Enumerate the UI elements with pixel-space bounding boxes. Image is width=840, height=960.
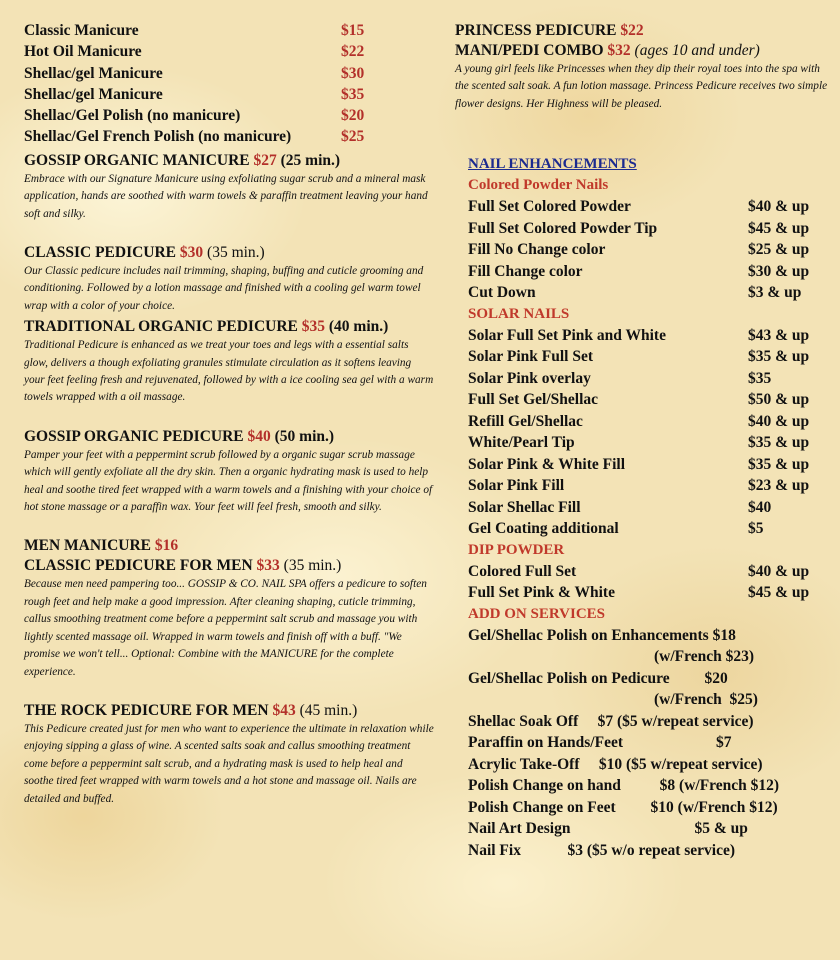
price-row [468, 561, 835, 583]
service-note: (ages 10 and under) [634, 42, 760, 59]
service-price: $22 [620, 22, 644, 39]
service-price: $22 [341, 43, 365, 61]
section-title: NAIL ENHANCEMENTS [468, 156, 637, 173]
right-column [455, 0, 835, 861]
price-row [468, 475, 835, 497]
price-row [24, 63, 434, 84]
service-price: $30 [179, 244, 204, 261]
price-row [468, 196, 835, 218]
service-price: $23 & up [748, 477, 810, 495]
service-name: Gel Coating additional [468, 520, 619, 538]
service-duration: (25 min.) [280, 151, 341, 169]
service-name: Shellac/Gel French Polish (no manicure) [24, 128, 292, 146]
service-price: $32 [607, 42, 631, 59]
service-name: Classic Manicure [24, 22, 139, 39]
service-name: Refill Gel/Shellac [468, 412, 583, 430]
addon-row: Shellac Soak Off $7 ($5 w/repeat service) [468, 712, 754, 730]
section-title: DIP POWDER [468, 541, 565, 558]
addon-row: (w/French $23) [654, 648, 755, 666]
service-description: Because men need pampering too... GOSSIP & CO. NAIL SPA offers a pedicure to soften rough feet and help make a good impression. After cleaning shaping, cuticle trimming, callus smoothing treatment come before a peppermint salt scrub and massage you with lightly scented massage oil. Wrapped in warm towels and finish off with a buff. "We promise we won't tell... Optional: Combine with the MANICURE for the complete experience. [24, 578, 427, 678]
service-price: $40 & up [748, 412, 810, 430]
service-description: Our Classic pedicure includes nail trimming, shaping, buffing and cuticle grooming and conditioning. Followed by a lotion massage and finished with a cooling gel warm towel wrap with a color of your choice. [24, 265, 424, 312]
service-name: Shellac/gel Manicure [24, 64, 163, 82]
price-row [24, 84, 434, 105]
addon-row: Acrylic Take-Off $10 ($5 w/repeat service) [468, 755, 763, 773]
price-row [468, 582, 835, 604]
service-name: TRADITIONAL ORGANIC PEDICURE [24, 318, 298, 336]
service-duration: (40 min.) [328, 318, 389, 336]
service-name: THE ROCK PEDICURE FOR MEN [24, 701, 269, 719]
service-heading [455, 41, 835, 61]
service-name: Fill No Change color [468, 241, 606, 259]
service-price: $35 & up [748, 348, 810, 366]
service-price: $33 [256, 557, 280, 575]
service-name: Shellac/Gel Polish (no manicure) [24, 107, 241, 125]
addon-row: Polish Change on Feet $10 (w/French $12) [468, 798, 778, 816]
service-price: $25 [341, 128, 365, 146]
price-row [468, 497, 835, 519]
addon-row: Nail Art Design $5 & up [468, 820, 748, 838]
price-row [468, 282, 835, 304]
service-name: Full Set Gel/Shellac [468, 391, 599, 409]
price-row [468, 432, 835, 454]
service-price: $35 [748, 369, 772, 387]
service-duration: (35 min.) [207, 244, 265, 261]
price-row [468, 346, 835, 368]
service-heading [24, 151, 434, 171]
service-name: Hot Oil Manicure [24, 43, 142, 61]
price-row [24, 126, 434, 147]
service-name: GOSSIP ORGANIC MANICURE [24, 151, 250, 169]
price-row [468, 389, 835, 411]
price-row [24, 105, 434, 126]
service-price: $35 & up [748, 455, 810, 473]
service-price: $40 [748, 498, 772, 516]
service-price: $43 & up [748, 326, 810, 344]
service-name: MANI/PEDI COMBO [455, 42, 604, 59]
service-name: MEN MANICURE [24, 537, 152, 555]
price-row [468, 368, 835, 390]
price-row [468, 261, 835, 283]
service-heading [24, 556, 434, 576]
service-name: Solar Pink overlay [468, 369, 591, 387]
service-heading [24, 317, 434, 337]
addon-row: (w/French $25) [654, 691, 758, 709]
price-row [468, 325, 835, 347]
service-price: $40 & up [748, 562, 810, 580]
service-price: $27 [253, 151, 277, 169]
service-price: $40 & up [748, 198, 810, 216]
service-price: $35 [301, 318, 325, 336]
section-title: SOLAR NAILS [468, 305, 570, 322]
price-row [24, 41, 434, 62]
service-heading [24, 243, 434, 263]
service-heading [24, 427, 434, 447]
service-name: Cut Down [468, 284, 536, 302]
service-price: $35 & up [748, 434, 810, 452]
section-title: ADD ON SERVICES [468, 605, 605, 622]
service-price: $45 & up [748, 219, 810, 237]
price-row [468, 411, 835, 433]
service-duration: (45 min.) [299, 701, 358, 719]
service-price: $25 & up [748, 241, 810, 259]
price-row [468, 454, 835, 476]
service-price: $35 [341, 85, 365, 103]
service-name: Solar Shellac Fill [468, 498, 581, 516]
addon-row: Paraffin on Hands/Feet $7 [468, 734, 732, 752]
service-price: $5 [748, 520, 764, 538]
service-description: Pamper your feet with a peppermint scrub followed by a organic sugar scrub massage which will gently exfoliate all the dry skin. Then a organic hydrating mask is used to help heal and soothe tired feet wrapped with a warm towels and a finishing with your choice of hot stone massage or a paraffin wax. Your feet will feel fresh, smooth and silky. [24, 448, 433, 514]
service-description: Traditional Pedicure is enhanced as we treat your toes and legs with a essential salts glow, delivers a though exfoliating granules stimulate circulation as it softens leaving your feet feeling fresh and rejuvenated, followed by with a ice cooling sea gel with a warm towels wrapped with a oil massage. [24, 339, 434, 404]
service-description: Embrace with our Signature Manicure using exfoliating sugar scrub and a mineral mask application, hands are soothed with warm towels & paraffin treatment leaving your hand soft and silky. [24, 172, 428, 220]
service-heading [455, 21, 835, 41]
service-name: CLASSIC PEDICURE [24, 244, 177, 261]
service-name: GOSSIP ORGANIC PEDICURE [24, 427, 244, 445]
service-name: Fill Change color [468, 262, 583, 280]
service-name: Solar Pink Full Set [468, 348, 594, 366]
service-price: $3 & up [748, 284, 802, 302]
left-column [24, 0, 434, 808]
service-price: $43 [272, 701, 296, 719]
service-name: Full Set Colored Powder [468, 198, 631, 216]
service-price: $20 [341, 107, 365, 125]
addon-row: Gel/Shellac Polish on Enhancements $18 [468, 626, 736, 644]
service-description: This Pedicure created just for men who want to experience the ultimate in relaxation while enjoying sipping a glass of wine. A scented salts soak and callus smoothing treatment come before a peppermint salt scrub, and a hydrating mask is used to help heal and soothe tired feet wrapped with warm towels and a hot stone and massage oil. Nails are detailed and buffed. [24, 722, 434, 805]
addon-row: Gel/Shellac Polish on Pedicure $20 [468, 669, 728, 687]
addon-row: Nail Fix $3 ($5 w/o repeat service) [468, 841, 736, 859]
service-price: $30 & up [748, 262, 810, 280]
price-row [468, 218, 835, 240]
service-price: $50 & up [748, 391, 810, 409]
service-heading [24, 701, 434, 721]
manicure-price-list [24, 20, 434, 148]
service-name: Solar Pink Fill [468, 477, 565, 495]
service-price: $16 [154, 537, 179, 555]
service-duration: (50 min.) [274, 427, 335, 445]
service-name: CLASSIC PEDICURE FOR MEN [24, 557, 253, 575]
service-price: $15 [341, 22, 365, 39]
price-row [468, 239, 835, 261]
service-heading [24, 536, 434, 556]
service-name: Solar Pink & White Fill [468, 455, 626, 473]
service-name: Full Set Pink & White [468, 584, 615, 602]
addon-row: Polish Change on hand $8 (w/French $12) [468, 777, 780, 795]
section-title: Colored Powder Nails [468, 177, 609, 194]
service-name: Solar Full Set Pink and White [468, 326, 666, 344]
service-price: $40 [247, 427, 271, 445]
service-name: White/Pearl Tip [468, 434, 575, 452]
service-name: Full Set Colored Powder Tip [468, 219, 658, 237]
enhancements-section [455, 153, 835, 861]
service-name: Colored Full Set [468, 562, 577, 580]
service-price: $45 & up [748, 584, 810, 602]
service-duration: (35 min.) [283, 557, 342, 575]
service-name: PRINCESS PEDICURE [455, 22, 617, 39]
service-price: $30 [341, 64, 365, 82]
service-description: A young girl feels like Princesses when they dip their royal toes into the spa with the scented salt soak. A fun lotion massage. Princess Pedicure receives two simple flower designs. Her Highness will be pleased. [455, 63, 828, 110]
service-name: Shellac/gel Manicure [24, 85, 163, 103]
price-row [24, 20, 434, 41]
price-row [468, 518, 835, 540]
